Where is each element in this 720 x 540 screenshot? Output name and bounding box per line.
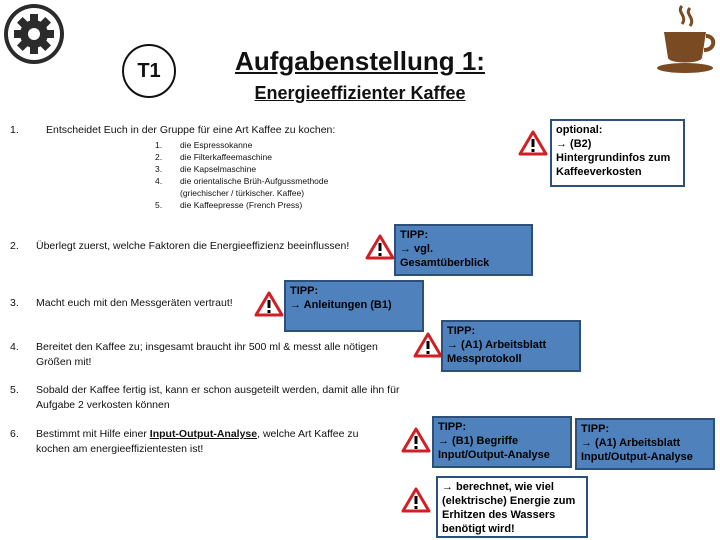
tip-box-instructions: TIPP: → Anleitungen (B1) [284,280,424,332]
warning-triangle-icon [413,332,443,358]
task-6 [10,428,390,458]
optional-box: optional: → (B2) Hintergrundinfos zum Kaffeeverkosten [550,119,685,187]
io-analysis-term: Input-Output-Analyse [149,428,258,440]
task-4 [10,341,410,371]
task-text: Macht euch mit den Messgeräten vertraut! [36,297,233,309]
warning-triangle-icon [254,291,284,317]
title-block [180,46,540,106]
tip-box-io-terms: TIPP: → (B1) Begriffe Input/Output-Analyse [432,416,572,468]
list-item: 1. die Espressokanne [155,140,253,150]
warning-triangle-icon [401,487,431,513]
warning-triangle-icon [401,427,431,453]
task-text-line-2: Aufgabe 2 verkosten können [36,399,170,411]
task-number: 6. [10,428,19,440]
task-text-line-1: Bereitet den Kaffee zu; insgesamt braucht ihr 500 ml & messt alle nötigen [36,341,378,353]
list-item: 3. die Kapselmaschine [155,164,257,174]
tip-box-measurement-protocol: TIPP: → (A1) Arbeitsblatt Messprotokoll [441,320,581,372]
task-text-line-1: Bestimmt mit Hilfe einer Input-Output-Analyse, welche Art Kaffee zu [36,428,359,440]
page-title: Aufgabenstellung 1: [235,46,485,76]
task-5 [10,384,420,414]
task-number: 1. [10,124,19,136]
list-item: (griechischer / türkischer. Kaffee) [180,188,305,198]
list-item: 4. die orientalische Brüh-Aufgussmethode [155,176,329,186]
warning-triangle-icon [365,234,395,260]
task-badge: T1 [122,44,176,98]
gear-icon [2,2,66,66]
task-text: Überlegt zuerst, welche Faktoren die Energieeffizienz beeinflussen! [36,240,350,252]
task-number: 4. [10,341,19,353]
task-text-line-1: Sobald der Kaffee fertig ist, kann er schon ausgeteilt werden, damit alle ihn für [36,384,400,396]
task-number: 2. [10,240,19,252]
task-text: Entscheidet Euch in der Gruppe für eine Art Kaffee zu kochen: [46,124,336,136]
warning-triangle-icon [518,130,548,156]
energy-calculation-box: → berechnet, wie viel (elektrische) Energie zum Erhitzen des Wassers benötigt wird! [436,476,588,538]
task-1-sublist [150,139,390,211]
coffee-cup-icon [654,2,716,78]
task-number: 5. [10,384,19,396]
list-item: 5. die Kaffeepresse (French Press) [155,200,303,210]
list-item: 2. die Filterkaffeemaschine [155,152,272,162]
task-text-line-2: kochen am energieeffizientesten ist! [36,443,204,455]
tip-box-overview: TIPP: → vgl. Gesamtüberblick [394,224,533,276]
tip-box-io-worksheet: TIPP: → (A1) Arbeitsblatt Input/Output-Analyse [575,418,715,470]
task-text-line-2: Größen mit! [36,356,92,368]
page-subtitle: Energieeffizienter Kaffee [254,83,466,103]
task-number: 3. [10,297,19,309]
